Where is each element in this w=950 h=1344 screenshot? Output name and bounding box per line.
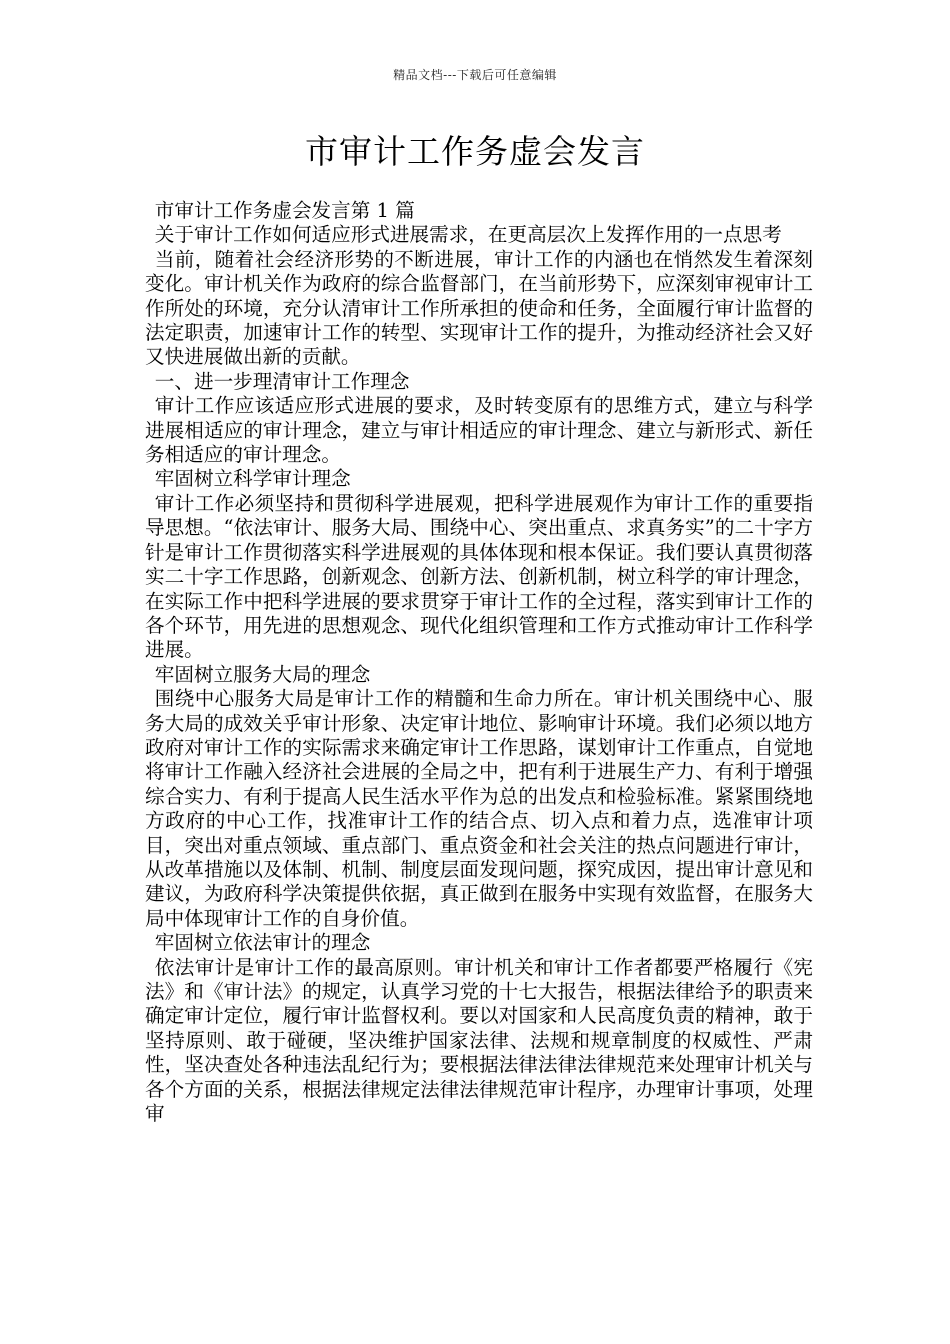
paragraph: 审计工作必须坚持和贯彻科学进展观，把科学进展观作为审计工作的重要指导思想。“依法审计、服务大局、围绕中心、突出重点、求真务实”的二十字方针是审计工作贯彻落实科学进展观的具体体现和根本保证。我们要认真贯彻落实二十字工作思路，创新观念、创新方法、创新机制，树立科学的审计理念，在实际工作中把科学进展的要求贯穿于审计工作的全过程，落实到审计工作的各个环节，用先进的思想观念、现代化组织管理和工作方式推动审计工作科学进展。 [145, 491, 813, 662]
document-title: 市审计工作务虚会发言 [305, 132, 645, 171]
paragraph: 关于审计工作如何适应形式进展需求，在更高层次上发挥作用的一点思考 [154, 223, 782, 247]
subsection-heading: 牢固树立依法审计的理念 [154, 931, 371, 955]
header-note: 精品文档---下载后可任意编辑 [393, 68, 557, 82]
subsection-heading: 牢固树立服务大局的理念 [154, 662, 371, 686]
document-body [145, 199, 813, 1126]
section-heading: 一、进一步理清审计工作理念 [154, 369, 410, 393]
paragraph: 审计工作应该适应形式进展的要求，及时转变原有的思维方式，建立与科学进展相适应的审计理念，建立与审计相适应的审计理念、建立与新形式、新任务相适应的审计理念。 [145, 394, 813, 467]
section-heading: 市审计工作务虚会发言第 1 篇 [154, 199, 415, 222]
paragraph: 当前，随着社会经济形势的不断进展，审计工作的内涵也在悄然发生着深刻变化。审计机关作为政府的综合监督部门，在当前形势下，应深刻审视审计工作所处的环境，充分认清审计工作所承担的使命和任务，全面履行审计监督的法定职责，加速审计工作的转型、实现审计工作的提升，为推动经济社会又好又快进展做出新的贡献。 [145, 247, 813, 369]
subsection-heading: 牢固树立科学审计理念 [154, 467, 351, 491]
paragraph: 围绕中心服务大局是审计工作的精髓和生命力所在。审计机关围绕中心、服务大局的成效关乎审计形象、决定审计地位、影响审计环境。我们必须以地方政府对审计工作的实际需求来确定审计工作思路，谋划审计工作重点，自觉地将审计工作融入经济社会进展的全局之中，把有利于进展生产力、有利于增强综合实力、有利于提高人民生活水平作为总的出发点和检验标准。紧紧围绕地方政府的中心工作，找准审计工作的结合点、切入点和着力点，选准审计项目，突出对重点领域、重点部门、重点资金和社会关注的热点问题进行审计，从改革措施以及体制、机制、制度层面发现问题，探究成因，提出审计意见和建议，为政府科学决策提供依据，真正做到在服务中实现有效监督，在服务大局中体现审计工作的自身价值。 [145, 687, 813, 930]
paragraph: 依法审计是审计工作的最高原则。审计机关和审计工作者都要严格履行《宪法》和《审计法》的规定，认真学习党的十七大报告，根据法律给予的职责来确定审计定位，履行审计监督权利。要以对国家和人民高度负责的精神，敢于坚持原则、敢于碰硬，坚决维护国家法律、法规和规章制度的权威性、严肃性，坚决查处各种违法乱纪行为；要根据法律法律法律规范来处理审计机关与各个方面的关系，根据法律规定法律法律规范审计程序，办理审计事项，处理审 [145, 955, 813, 1126]
